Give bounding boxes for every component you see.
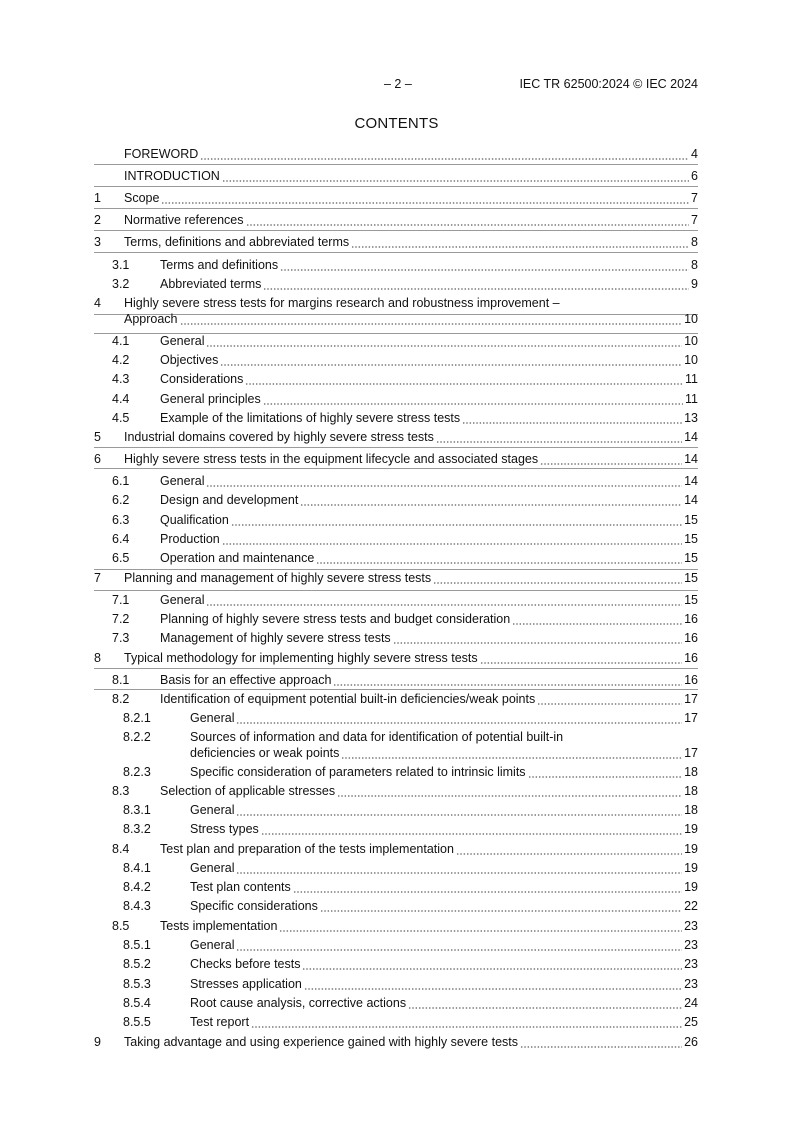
toc-entry-page: 8 [691,258,698,272]
toc-leader-dots [351,246,689,248]
toc-entry-page: 16 [684,651,698,665]
toc-entry-title: Stresses application [190,977,302,991]
toc-separator [94,208,698,209]
toc-entry-title: Scope [124,191,160,205]
toc-entry-title: Highly severe stress tests in the equipment lifecycle and associated stages [124,452,539,466]
toc-entry-number: 4.1 [112,334,130,348]
toc-entry-number: 6.4 [112,532,130,546]
toc-leader-dots [528,776,682,778]
toc-entry-page: 19 [684,880,698,894]
toc-leader-dots [279,930,682,932]
toc-entry-number: 8.3 [112,784,130,798]
toc-entry-title: Checks before tests [190,957,301,971]
toc-leader-dots [236,949,682,951]
toc-entry-title: General [160,474,205,488]
toc-entry-title: Normative references [124,213,244,227]
toc-leader-dots [280,269,689,271]
toc-entry-page: 4 [691,147,698,161]
toc-entry-title: FOREWORD [124,147,199,161]
toc-entry-title: General [190,861,235,875]
page-header [94,77,698,93]
toc-entry[interactable] [94,764,698,782]
toc-entry-number: 4.4 [112,392,130,406]
toc-leader-dots [206,345,682,347]
toc-leader-dots [408,1007,682,1009]
toc-entry[interactable] [94,371,698,389]
toc-entry-number: 8.5.2 [123,957,151,971]
toc-leader-dots [456,853,682,855]
toc-entry-number: 4 [94,296,101,310]
toc-entry-number: 3.2 [112,277,130,291]
toc-entry[interactable] [94,879,698,897]
toc-leader-dots [263,288,689,290]
toc-leader-dots [251,1026,682,1028]
toc-entry-title: Objectives [160,353,219,367]
toc-entry-title: Typical methodology for implementing highly severe stress tests [124,651,478,665]
toc-separator [94,668,698,669]
toc-entry-number: 2 [94,213,101,227]
toc-entry-number: 7.2 [112,612,130,626]
toc-entry-title: Sources of information and data for identification of potential built-in [190,730,564,744]
toc-leader-dots [320,910,682,912]
toc-leader-dots [480,662,682,664]
toc-entry-title: Test plan contents [190,880,291,894]
toc-entry-title: Planning of highly severe stress tests and budget consideration [160,612,511,626]
toc-entry[interactable] [94,976,698,994]
toc-entry[interactable] [94,550,698,568]
toc-leader-dots [245,383,683,385]
toc-entry[interactable] [94,802,698,820]
toc-entry-page: 16 [684,612,698,626]
toc-entry[interactable] [94,1014,698,1032]
toc-entry-number: 8.5.4 [123,996,151,1010]
toc-entry-title: Taking advantage and using experience gained with highly severe tests [124,1035,519,1049]
toc-leader-dots [206,485,682,487]
toc-leader-dots [293,891,682,893]
toc-entry-title: Qualification [160,513,229,527]
toc-separator [94,252,698,253]
toc-entry-number: 8.5.1 [123,938,151,952]
toc-leader-dots [537,703,682,705]
toc-entry-page: 10 [684,312,698,326]
toc-leader-dots [222,543,682,545]
toc-entry-page: 7 [691,213,698,227]
toc-entry-title: Basis for an effective approach [160,673,332,687]
toc-entry[interactable] [94,937,698,955]
toc-entry[interactable] [94,492,698,510]
toc-entry-number: 8.2.3 [123,765,151,779]
toc-entry-page: 11 [685,392,698,406]
toc-entry-number: 4.5 [112,411,130,425]
toc-separator [94,186,698,187]
toc-entry-number: 3.1 [112,258,130,272]
toc-leader-dots [302,968,682,970]
toc-entry[interactable] [94,821,698,839]
toc-entry[interactable] [94,391,698,409]
toc-leader-dots [304,988,682,990]
toc-entry[interactable] [94,630,698,648]
toc-entry-page: 19 [684,822,698,836]
toc-entry-page: 10 [684,334,698,348]
toc-entry[interactable] [94,956,698,974]
toc-entry-number: 8.5 [112,919,130,933]
toc-leader-dots [341,757,682,759]
toc-entry-title: Test report [190,1015,250,1029]
toc-entry[interactable] [94,592,698,610]
toc-entry-title: General [160,593,205,607]
toc-separator [94,590,698,591]
toc-entry-number: 8.2.1 [123,711,151,725]
toc-entry[interactable] [94,570,698,588]
toc-leader-dots [520,1046,682,1048]
toc-entry-number: 6 [94,452,101,466]
toc-leader-dots [462,422,682,424]
toc-entry-title: Planning and management of highly severe stress tests [124,571,432,585]
toc-entry[interactable] [94,650,698,668]
toc-leader-dots [246,224,689,226]
toc-entry-title: Selection of applicable stresses [160,784,336,798]
toc-entry-page: 23 [684,919,698,933]
toc-entry-number: 8.2 [112,692,130,706]
toc-entry-number: 6.1 [112,474,130,488]
toc-entry-page: 16 [684,631,698,645]
toc-entry-title: Abbreviated terms [160,277,262,291]
toc-entry-page: 15 [684,513,698,527]
toc-entry-page: 10 [684,353,698,367]
toc-entry-page: 24 [684,996,698,1010]
toc-entry-page: 23 [684,957,698,971]
toc-leader-dots [161,202,689,204]
toc-entry-title: General [190,938,235,952]
toc-leader-dots [393,642,682,644]
toc-entry-number: 8.1 [112,673,130,687]
toc-entry[interactable] [94,691,698,709]
toc-entry[interactable] [94,276,698,294]
toc-entry-number: 5 [94,430,101,444]
toc-entry[interactable] [94,146,698,164]
toc-entry[interactable] [94,295,698,329]
toc-entry-number: 4.3 [112,372,130,386]
toc-entry[interactable] [94,257,698,275]
toc-entry-page: 13 [684,411,698,425]
toc-entry[interactable] [94,451,698,469]
toc-entry[interactable] [94,512,698,530]
toc-entry[interactable] [94,710,698,728]
toc-entry-title: General [190,711,235,725]
toc-entry-page: 19 [684,842,698,856]
toc-entry[interactable] [94,473,698,491]
toc-leader-dots [333,684,682,686]
toc-entry-title: General principles [160,392,261,406]
toc-entry-number: 6.5 [112,551,130,565]
toc-entry[interactable] [94,234,698,252]
toc-entry-page: 16 [684,673,698,687]
toc-entry[interactable] [94,410,698,428]
toc-entry-page: 15 [684,532,698,546]
toc-entry-title: Considerations [160,372,244,386]
toc-leader-dots [222,180,689,182]
toc-entry-number: 8.2.2 [123,730,151,744]
toc-entry-title: Operation and maintenance [160,551,315,565]
toc-entry-number: 3 [94,235,101,249]
toc-entry-title: General [160,334,205,348]
toc-entry[interactable] [94,1034,698,1052]
toc-entry-title: Terms and definitions [160,258,279,272]
toc-leader-dots [236,814,682,816]
toc-entry-page: 15 [684,593,698,607]
toc-entry-number: 8.4 [112,842,130,856]
toc-entry-page: 23 [684,977,698,991]
toc-entry-page: 7 [691,191,698,205]
toc-entry-page: 15 [684,551,698,565]
toc-entry-number: 8.3.1 [123,803,151,817]
toc-entry-page: 17 [684,692,698,706]
toc-entry-page: 17 [684,711,698,725]
toc-entry-page: 23 [684,938,698,952]
toc-entry-number: 8.4.3 [123,899,151,913]
toc-entry-page: 22 [684,899,698,913]
toc-entry-number: 6.2 [112,493,130,507]
toc-entry-number: 8 [94,651,101,665]
toc-entry-page: 15 [684,571,698,585]
toc-separator [94,447,698,448]
page-number: – 2 – [384,77,412,91]
toc-entry-title: Specific consideration of parameters related to intrinsic limits [190,765,526,779]
toc-entry-title: Specific considerations [190,899,318,913]
toc-entry-page: 14 [684,430,698,444]
toc-leader-dots [337,795,682,797]
toc-entry-title: Tests implementation [160,919,278,933]
toc-entry-number: 7.3 [112,631,130,645]
toc-entry-number: 7.1 [112,593,130,607]
toc-entry-title: General [190,803,235,817]
toc-entry-number: 8.5.5 [123,1015,151,1029]
toc-entry-title: Management of highly severe stress tests [160,631,391,645]
toc-entry-title: Terms, definitions and abbreviated terms [124,235,350,249]
toc-entry[interactable] [94,212,698,230]
toc-entry[interactable] [94,611,698,629]
toc-leader-dots [263,403,683,405]
toc-entry[interactable] [94,531,698,549]
toc-entry-number: 8.5.3 [123,977,151,991]
toc-entry-number: 8.4.2 [123,880,151,894]
toc-entry-page: 18 [684,803,698,817]
toc-leader-dots [236,722,682,724]
toc-separator [94,230,698,231]
toc-entry-title: Stress types [190,822,259,836]
toc-entry-title: INTRODUCTION [124,169,220,183]
toc-title: CONTENTS [354,115,439,132]
toc-entry-page: 18 [684,765,698,779]
toc-entry-page: 6 [691,169,698,183]
toc-entry-page: 8 [691,235,698,249]
toc-leader-dots [231,524,682,526]
document-reference: IEC TR 62500:2024 © IEC 2024 [519,77,698,91]
toc-entry-title: Root cause analysis, corrective actions [190,996,407,1010]
toc-leader-dots [436,441,682,443]
toc-entry-page: 26 [684,1035,698,1049]
toc-leader-dots [300,504,682,506]
toc-leader-dots [220,364,682,366]
toc-entry-page: 17 [684,746,698,760]
toc-entry-title-continued: deficiencies or weak points [190,746,340,760]
toc-entry[interactable] [94,672,698,690]
toc-entry[interactable] [94,190,698,208]
toc-entry-title: Test plan and preparation of the tests implementation [160,842,454,856]
toc-entry[interactable] [94,729,698,763]
toc-entry-number: 4.2 [112,353,130,367]
toc-entry-number: 8.4.1 [123,861,151,875]
toc-entry[interactable] [94,898,698,916]
toc-entry-title: Production [160,532,220,546]
toc-leader-dots [316,562,682,564]
toc-entry-number: 6.3 [112,513,130,527]
toc-leader-dots [180,323,682,325]
toc-entry-number: 8.3.2 [123,822,151,836]
toc-entry-page: 18 [684,784,698,798]
toc-entry-number: 7 [94,571,101,585]
toc-entry[interactable] [94,783,698,801]
toc-entry-page: 14 [684,493,698,507]
toc-leader-dots [200,158,689,160]
toc-entry[interactable] [94,333,698,351]
toc-entry-title-continued: Approach [124,312,178,326]
toc-separator [94,164,698,165]
toc-leader-dots [236,872,682,874]
toc-entry-number: 9 [94,1035,101,1049]
toc-entry[interactable] [94,841,698,859]
toc-leader-dots [540,463,682,465]
toc-entry-title: Highly severe stress tests for margins research and robustness improvement – [124,296,560,310]
toc-entry-number: 1 [94,191,101,205]
toc-entry-title: Industrial domains covered by highly severe stress tests [124,430,434,444]
toc-entry-title: Example of the limitations of highly severe stress tests [160,411,461,425]
toc-leader-dots [512,623,682,625]
toc-entry-title: Identification of equipment potential built-in deficiencies/weak points [160,692,536,706]
toc-entry[interactable] [94,352,698,370]
toc-leader-dots [433,582,682,584]
toc-leader-dots [206,604,682,606]
toc-entry[interactable] [94,860,698,878]
toc-entry[interactable] [94,995,698,1013]
toc-entry-title: Design and development [160,493,299,507]
toc-entry-page: 14 [684,474,698,488]
toc-entry-page: 11 [685,372,698,386]
toc-entry-page: 14 [684,452,698,466]
toc-entry-page: 19 [684,861,698,875]
toc-entry-page: 25 [684,1015,698,1029]
toc-entry-page: 9 [691,277,698,291]
toc-leader-dots [261,833,682,835]
toc-entry[interactable] [94,429,698,447]
toc-entry[interactable] [94,918,698,936]
toc-entry[interactable] [94,168,698,186]
